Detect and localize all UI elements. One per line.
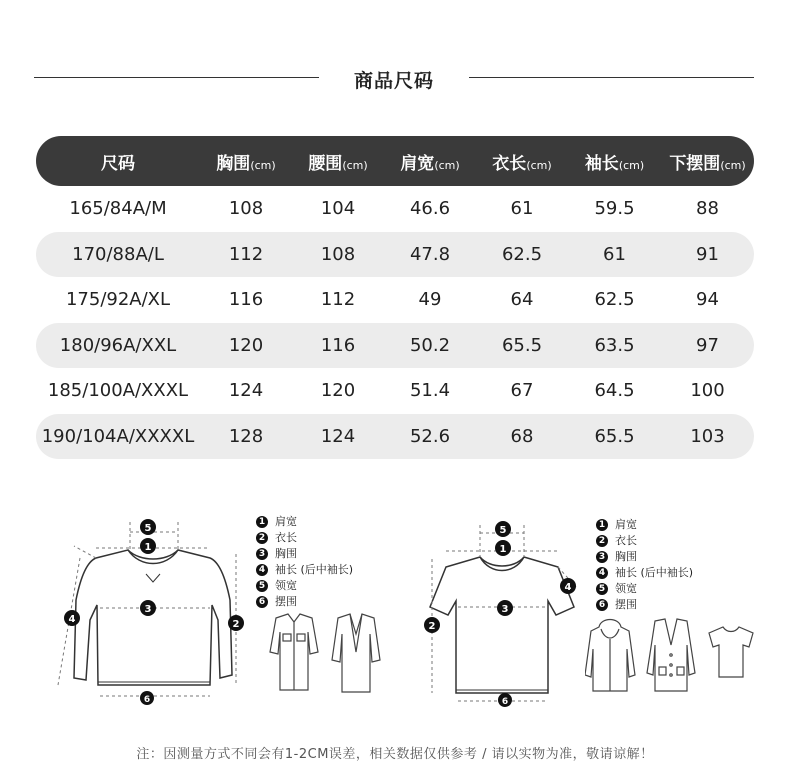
legend-item xyxy=(596,533,693,549)
legend-right xyxy=(596,517,693,613)
legend-item xyxy=(596,581,693,597)
legend-number: 2 xyxy=(596,535,608,547)
header-label: 胸围 xyxy=(216,153,251,174)
cell-waist: 120 xyxy=(320,380,356,402)
marker-label: 1 xyxy=(499,544,507,555)
marker-label: 6 xyxy=(501,697,509,707)
cell-shoulder: 50.2 xyxy=(409,334,451,356)
cell-size: 165/84A/M xyxy=(69,198,167,220)
marker-label: 5 xyxy=(499,525,507,536)
legend-item xyxy=(256,578,353,594)
marker-label: 4 xyxy=(68,614,76,625)
legend-item xyxy=(596,597,693,613)
cell-size: 190/104A/XXXXL xyxy=(41,425,195,447)
header-label: 尺码 xyxy=(101,153,135,174)
legend-number: 6 xyxy=(256,596,268,608)
cell-sleeve: 61 xyxy=(603,243,626,265)
title-divider-right xyxy=(469,77,754,78)
marker-label: 3 xyxy=(144,604,152,615)
legend-label: 肩宽 xyxy=(275,515,297,528)
cell-shoulder: 49 xyxy=(418,289,442,311)
legend-number: 6 xyxy=(596,599,608,611)
header-chest xyxy=(200,149,292,174)
legend-number: 1 xyxy=(256,516,268,528)
legend-left xyxy=(256,514,353,610)
legend-label: 胸围 xyxy=(275,547,297,560)
cell-size: 175/92A/XL xyxy=(65,289,171,311)
cell-length: 62.5 xyxy=(501,243,543,265)
cell-chest: 128 xyxy=(228,425,264,447)
header-hem xyxy=(661,149,754,174)
cell-length: 65.5 xyxy=(501,334,543,356)
size-table xyxy=(36,136,754,459)
header-unit: (cm) xyxy=(618,158,645,172)
header-shoulder xyxy=(384,149,476,174)
cell-hem: 88 xyxy=(696,198,719,220)
cell-waist: 124 xyxy=(320,425,356,447)
cell-hem: 91 xyxy=(696,243,719,265)
legend-label: 领宽 xyxy=(275,579,297,592)
legend-label: 领宽 xyxy=(615,582,637,595)
header-length xyxy=(476,149,568,174)
cell-hem: 103 xyxy=(690,425,725,447)
cell-chest: 112 xyxy=(228,243,264,265)
cell-length: 67 xyxy=(510,380,534,402)
header-unit: (cm) xyxy=(720,158,746,172)
legend-item xyxy=(256,530,353,546)
legend-number: 4 xyxy=(596,567,608,579)
legend-number: 1 xyxy=(596,519,608,531)
legend-label: 摆围 xyxy=(615,598,637,611)
legend-label: 袖长 (后中袖长) xyxy=(275,563,354,576)
sweatshirt-measure-diagram xyxy=(50,510,255,710)
legend-item xyxy=(256,514,353,530)
legend-label: 袖长 (后中袖长) xyxy=(615,566,694,579)
legend-item xyxy=(596,549,693,565)
header-label: 下摆围 xyxy=(669,153,721,174)
footnote: 注：因测量方式不同会有1-2CM误差，相关数据仅供参考 / 请以实物为准，敬请谅解！ xyxy=(136,747,654,762)
marker-label: 6 xyxy=(143,695,151,705)
cell-length: 68 xyxy=(510,425,534,447)
cell-chest: 124 xyxy=(228,380,264,402)
cell-sleeve: 64.5 xyxy=(594,380,635,402)
table-row xyxy=(36,186,754,232)
cell-shoulder: 46.6 xyxy=(409,198,451,220)
section-title-bar xyxy=(34,60,754,96)
table-row xyxy=(36,323,754,369)
cell-shoulder: 51.4 xyxy=(409,380,451,402)
legend-item xyxy=(256,562,353,578)
cell-waist: 112 xyxy=(320,289,356,311)
marker-label: 2 xyxy=(428,621,436,632)
legend-label: 肩宽 xyxy=(615,518,637,531)
legend-label: 胸围 xyxy=(615,550,637,563)
cell-size: 185/100A/XXXL xyxy=(47,380,189,402)
header-label: 肩宽 xyxy=(400,153,435,174)
size-table-header xyxy=(36,136,754,186)
cell-sleeve: 65.5 xyxy=(594,425,635,447)
header-unit: (cm) xyxy=(342,158,368,172)
cell-waist: 116 xyxy=(320,334,356,356)
legend-number: 4 xyxy=(256,564,268,576)
cell-waist: 108 xyxy=(320,243,356,265)
legend-item xyxy=(596,565,693,581)
cell-chest: 120 xyxy=(228,334,264,356)
cell-sleeve: 63.5 xyxy=(594,334,635,356)
cell-size: 170/88A/L xyxy=(72,243,164,265)
cell-sleeve: 59.5 xyxy=(594,198,635,220)
legend-number: 2 xyxy=(256,532,268,544)
table-row xyxy=(36,414,754,460)
header-label: 衣长 xyxy=(492,153,527,174)
marker-label: 2 xyxy=(232,619,240,630)
marker-label: 4 xyxy=(564,582,572,593)
page-title: 商品尺码 xyxy=(353,70,434,92)
legend-label: 衣长 xyxy=(615,534,637,547)
jacket-sketches-icon xyxy=(258,612,383,697)
header-unit: (cm) xyxy=(434,158,460,172)
legend-number: 3 xyxy=(256,548,268,560)
cell-size: 180/96A/XXL xyxy=(59,334,177,356)
header-label: 腰围 xyxy=(308,153,343,174)
header-size xyxy=(36,149,200,174)
legend-label: 摆围 xyxy=(275,595,297,608)
marker-label: 5 xyxy=(144,523,152,534)
table-row xyxy=(36,232,754,278)
tshirt-measure-diagram xyxy=(418,515,583,710)
cell-waist: 104 xyxy=(320,198,356,220)
cell-length: 61 xyxy=(510,198,534,220)
cell-shoulder: 52.6 xyxy=(409,425,451,447)
header-unit: (cm) xyxy=(526,158,552,172)
header-waist xyxy=(292,149,384,174)
cell-length: 64 xyxy=(510,289,534,311)
legend-number: 3 xyxy=(596,551,608,563)
marker-label: 3 xyxy=(501,604,509,615)
legend-item xyxy=(256,594,353,610)
marker-label: 1 xyxy=(144,542,152,553)
cell-hem: 100 xyxy=(690,380,725,402)
header-unit: (cm) xyxy=(250,158,276,172)
legend-item xyxy=(596,517,693,533)
legend-item xyxy=(256,546,353,562)
cell-chest: 116 xyxy=(228,289,264,311)
legend-number: 5 xyxy=(256,580,268,592)
cell-chest: 108 xyxy=(228,198,264,220)
cell-hem: 97 xyxy=(696,334,719,356)
cell-hem: 94 xyxy=(696,289,719,311)
header-label: 袖长 xyxy=(584,153,619,174)
header-sleeve xyxy=(568,149,661,174)
legend-label: 衣长 xyxy=(275,531,297,544)
table-row xyxy=(36,368,754,414)
cell-shoulder: 47.8 xyxy=(409,243,451,265)
cell-sleeve: 62.5 xyxy=(594,289,635,311)
table-row xyxy=(36,277,754,323)
legend-number: 5 xyxy=(596,583,608,595)
apparel-sketches-icon xyxy=(585,615,755,695)
